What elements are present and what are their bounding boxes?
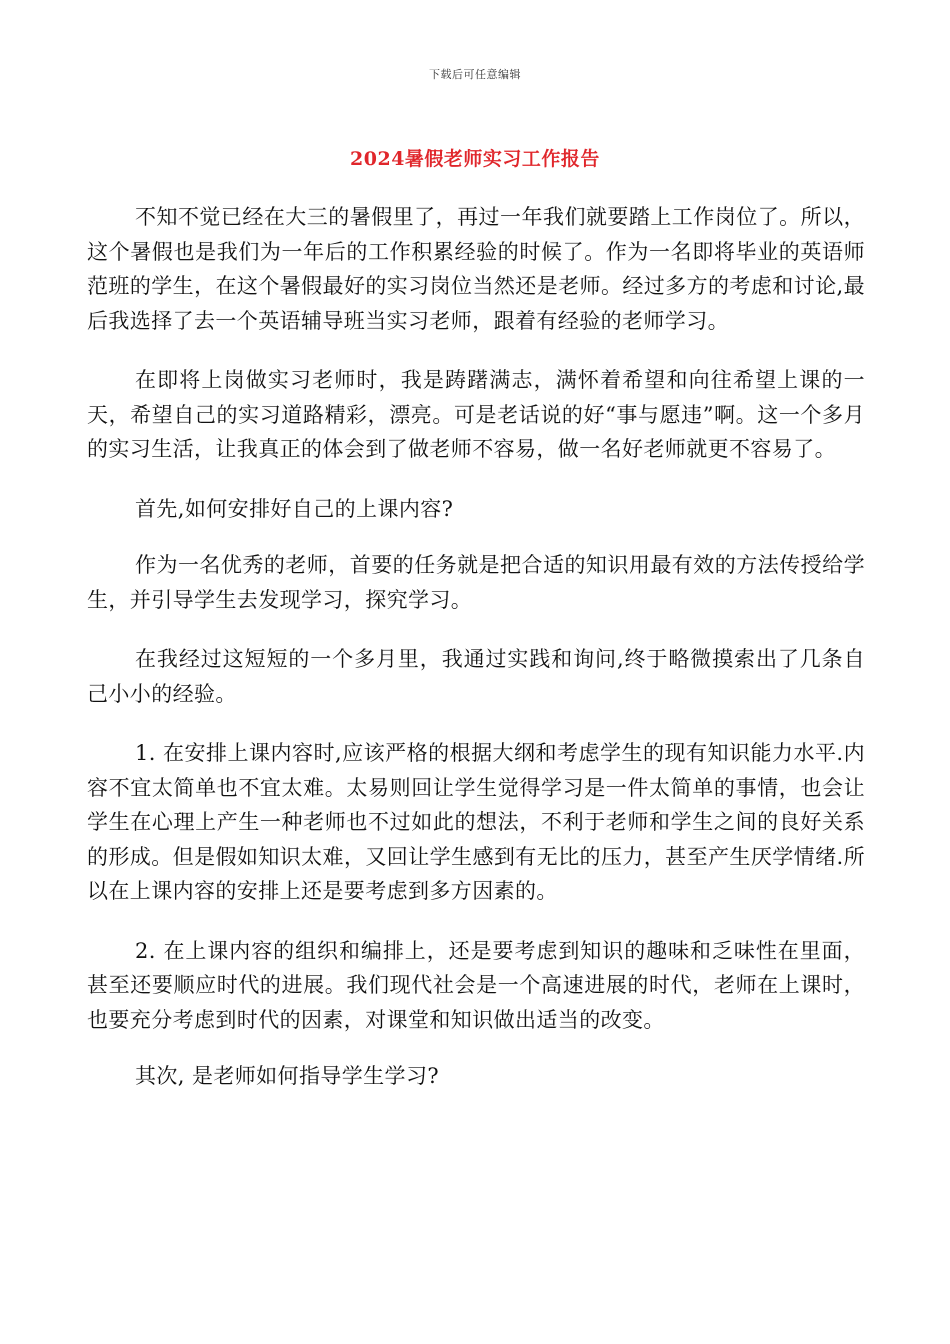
paragraph-experience: 在我经过这短短的一个多月里，我通过实践和询问,终于略微摸索出了几条自己小小的经验。 [87, 647, 865, 706]
paragraph-question-2: 其次, 是老师如何指导学生学习? [135, 1064, 440, 1088]
paragraph-point-1: 1. 在安排上课内容时,应该严格的根据大纲和考虑学生的现有知识能力水平.内容不宜太简单也不宜太难。太易则回让学生觉得学习是一件太简单的事情，也会让学生在心理上产生一种老师也不过如此的想法，不利于老师和学生之间的良好关系的形成。但是假如知识太难，又回让学生感到有无比的压力，甚至产生厌学情绪.所以在上课内容的安排上还是要考虑到多方因素的。 [87, 741, 865, 903]
document-body [87, 200, 865, 1119]
paragraph-question-1: 首先,如何安排好自己的上课内容? [135, 496, 454, 521]
paragraph-intro: 不知不觉已经在大三的暑假里了，再过一年我们就要踏上工作岗位了。所以，这个暑假也是我们为一年后的工作积累经验的时候了。作为一名即将毕业的英语师范班的学生，在这个暑假最好的实习岗位当然还是老师。经过多方的考虑和讨论,最后我选择了去一个英语辅导班当实习老师，跟着有经验的老师学习。 [87, 205, 865, 333]
paragraph-teacher-task: 作为一名优秀的老师，首要的任务就是把合适的知识用最有效的方法传授给学生，并引导学生去发现学习，探究学习。 [87, 553, 865, 612]
document-title: 2024暑假老师实习工作报告 [350, 148, 600, 170]
header-note: 下载后可任意编辑 [429, 68, 521, 81]
paragraph-point-2: 2. 在上课内容的组织和编排上，还是要考虑到知识的趣味和乏味性在里面，甚至还要顺应时代的进展。我们现代社会是一个高速进展的时代，老师在上课时，也要充分考虑到时代的因素，对课堂和知识做出适当的改变。 [87, 938, 865, 1032]
paragraph-expectation: 在即将上岗做实习老师时，我是踌躇满志，满怀着希望和向往希望上课的一天，希望自己的实习道路精彩，漂亮。可是老话说的好“事与愿违”啊。这一个多月的实习生活，让我真正的体会到了做老师不容易，做一名好老师就更不容易了。 [87, 368, 865, 461]
